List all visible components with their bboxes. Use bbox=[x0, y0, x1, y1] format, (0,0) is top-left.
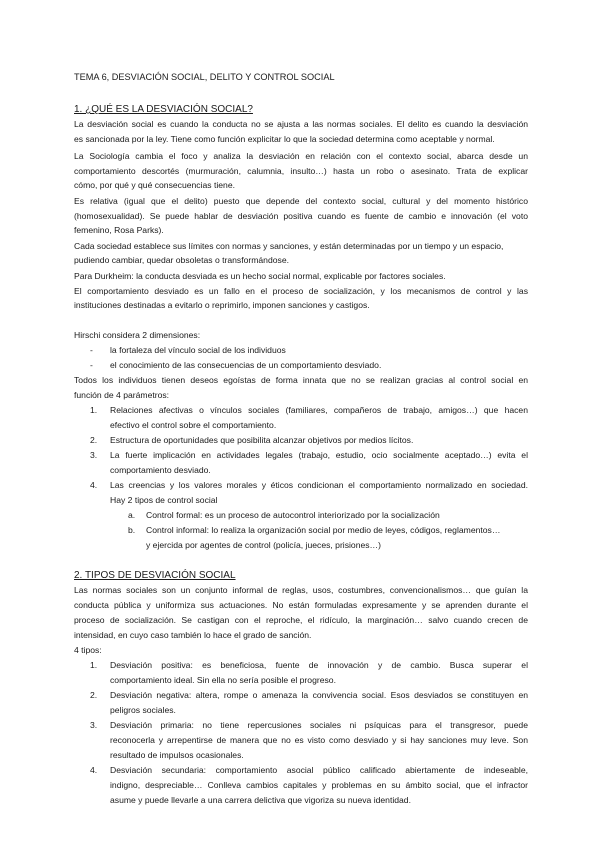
list-item: Las creencias y los valores morales y éticos condicionan el comportamiento normalizado en sociedad. bbox=[110, 480, 528, 490]
paragraph-line: cómo, por qué y qué consecuencias tiene. bbox=[74, 180, 235, 190]
paragraph-line: proceso de socialización. Se castigan con el reproche, el ridículo, la marginación… salvo cuando crecen de bbox=[74, 615, 528, 625]
list-letter: a. bbox=[128, 510, 136, 520]
dash-bullet: - bbox=[90, 345, 93, 355]
list-item: y ejercida por agentes de control (policía, jueces, prisiones…) bbox=[146, 540, 382, 550]
list-item: Desviación primaria: no tiene repercusiones sociales ni psíquicas para el transgresor, puede bbox=[110, 720, 528, 730]
list-number: 1. bbox=[90, 660, 98, 670]
document-title: TEMA 6, DESVIACIÓN SOCIAL, DELITO Y CONTROL SOCIAL bbox=[74, 72, 335, 82]
hirschi-intro: Hirschi considera 2 dimensiones: bbox=[74, 330, 201, 340]
list-item: comportamiento desviado. bbox=[110, 465, 211, 475]
paragraph-line: La Sociología cambia el foco y analiza la desviación en relación con el contexto social, abarca desde un bbox=[74, 151, 528, 161]
paragraph-line: pudiendo cambiar, quedar obsoletas o transformándose. bbox=[74, 255, 289, 265]
list-item: resultado de impulsos ocasionales. bbox=[110, 750, 244, 760]
paragraph-line: función de 4 parámetros: bbox=[74, 390, 170, 400]
paragraph-line: comportamiento descortés (murmuración, calumnia, insulto…) hasta un robo o asesinato. Trata de explicar bbox=[74, 166, 528, 176]
paragraph-line: es sancionada por la ley. Tiene como función explicitar lo que la sociedad determina como aceptable y normal. bbox=[74, 134, 495, 144]
list-item: Desviación positiva: es beneficiosa, fuente de innovación y de cambio. Busca superar el bbox=[110, 660, 528, 670]
paragraph-line: Todos los individuos tienen deseos egoístas de forma innata que no se realizan gracias al control social en bbox=[74, 375, 528, 385]
list-item: Hay 2 tipos de control social bbox=[110, 495, 218, 505]
list-item: el conocimiento de las consecuencias de un comportamiento desviado. bbox=[110, 360, 382, 370]
list-item: Relaciones afectivas o vínculos sociales (familiares, compañeros de trabajo, amigos…) que hacen bbox=[110, 405, 528, 415]
list-item: la fortaleza del vínculo social de los individuos bbox=[110, 345, 286, 355]
list-item: indigno, despreciable… Conlleva cambios capitales y problemas en su ámbito social, que el infractor bbox=[110, 780, 528, 790]
paragraph-line: conducta pública y uniformiza sus actuaciones. No están formuladas expresamente y se aprenden durante el bbox=[74, 600, 528, 610]
list-item: Desviación secundaria: comportamiento asocial público calificado abiertamente de indeseable, bbox=[110, 765, 528, 775]
list-number: 2. bbox=[90, 435, 98, 445]
list-item: efectivo el control sobre el comportamiento. bbox=[110, 420, 277, 430]
list-item: Estructura de oportunidades que posibilita alcanzar objetivos por medios lícitos. bbox=[110, 435, 414, 445]
paragraph-line: (homosexualidad). Se puede hablar de desviación positiva cuando es fuente de cambio e innovación (el voto bbox=[74, 211, 528, 221]
list-item: La fuerte implicación en actividades legales (trabajo, estudio, ocio socialmente aceptado…) evita el bbox=[110, 450, 528, 460]
list-number: 3. bbox=[90, 450, 98, 460]
paragraph-line: La desviación social es cuando la conducta no se ajusta a las normas sociales. El delito es cuando la desviación bbox=[74, 119, 528, 129]
list-item: comportamiento ideal. Sin ella no sería posible el progreso. bbox=[110, 675, 336, 685]
list-item: asume y puede llevarle a una carrera delictiva que vigoriza su nueva identidad. bbox=[110, 795, 411, 805]
list-number: 1. bbox=[90, 405, 98, 415]
list-item: Desviación negativa: altera, rompe o amenaza la convivencia social. Esos desviados se constituyen en bbox=[110, 690, 528, 700]
list-item: peligros sociales. bbox=[110, 705, 176, 715]
list-number: 2. bbox=[90, 690, 98, 700]
paragraph-line: Cada sociedad establece sus límites con normas y sanciones, y están determinadas por un tiempo y un espacio, bbox=[74, 241, 504, 251]
paragraph-line: instituciones destinadas a evitarlo o reprimirlo, imponen sanciones y castigos. bbox=[74, 300, 370, 310]
paragraph-line: El comportamiento desviado es un fallo en el proceso de socialización, y los mecanismos de control y las bbox=[74, 286, 528, 296]
list-item: Control informal: lo realiza la organización social por medio de leyes, códigos, reglamentos… bbox=[146, 525, 501, 535]
section-2-heading: 2. TIPOS DE DESVIACIÓN SOCIAL bbox=[74, 570, 236, 581]
list-number: 3. bbox=[90, 720, 98, 730]
list-item: Control formal: es un proceso de autocontrol interiorizado por la socialización bbox=[146, 510, 440, 520]
list-letter: b. bbox=[128, 525, 136, 535]
list-number: 4. bbox=[90, 480, 98, 490]
types-intro: 4 tipos: bbox=[74, 645, 102, 655]
paragraph-line: Para Durkheim: la conducta desviada es un hecho social normal, explicable por factores sociales. bbox=[74, 271, 446, 281]
dash-bullet: - bbox=[90, 360, 93, 370]
paragraph-line: Las normas sociales son un conjunto informal de reglas, usos, costumbres, convencionalismos… que guían la bbox=[74, 585, 528, 595]
paragraph-line: intensidad, en cuyo caso también lo hace el grado de sanción. bbox=[74, 630, 312, 640]
paragraph-line: Es relativa (igual que el delito) puesto que depende del contexto social, cultural y del momento histórico bbox=[74, 196, 528, 206]
list-item: reconocerla y arrepentirse de manera que no es visto como desviado y si hay sanciones muy leve. Son bbox=[110, 735, 528, 745]
list-number: 4. bbox=[90, 765, 98, 775]
paragraph-line: femenino, Rosa Parks). bbox=[74, 225, 164, 235]
section-1-heading: 1. ¿QUÉ ES LA DESVIACIÓN SOCIAL? bbox=[74, 104, 253, 115]
